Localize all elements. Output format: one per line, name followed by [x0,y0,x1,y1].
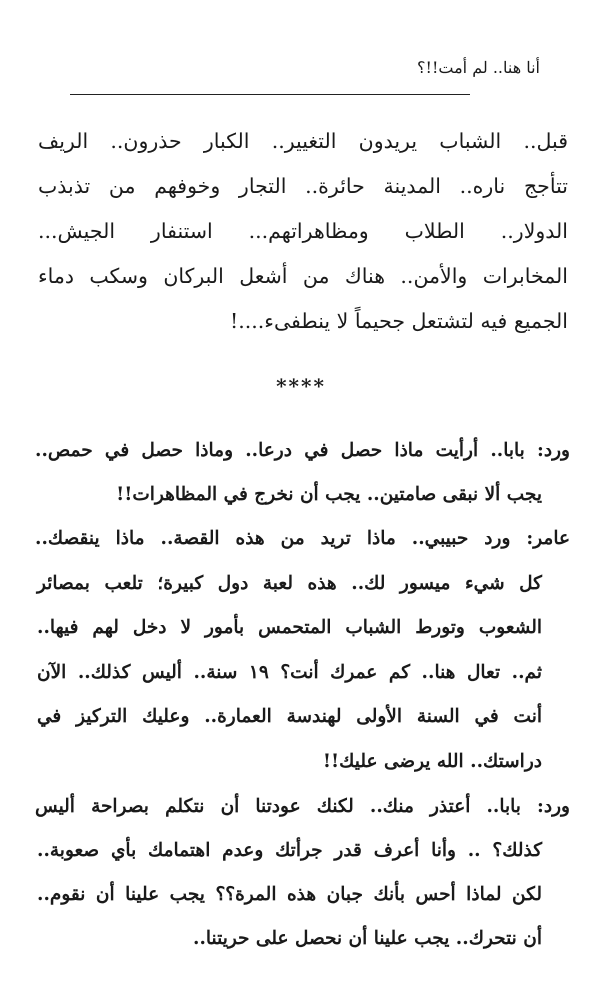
dialogue-line-7: أنت في السنة الأولى لهندسة العمارة.. وعليك التركيز في [37,706,542,727]
narration-line-5: الجميع فيه لتشتعل جحيماً لا ينطفىء....! [230,309,568,333]
dialogue-line-6: ثم.. تعال هنا.. كم عمرك أنت؟ ١٩ سنة.. أليس كذلك.. الآن [37,662,543,683]
dialogue-line-11: لكن لماذا أحس بأنك جبان هذه المرة؟؟ يجب علينا أن نقوم.. [37,884,542,905]
narration-line-3: الدولار.. الطلاب ومظاهراتهم... استنفار الجيش... [38,219,568,243]
dialogue-line-9: ورد: بابا.. أعتذر منك.. لكنك عودتنا أن نتكلم بصراحة أليس [35,796,570,817]
header-rule [70,94,470,95]
dialogue-line-8: دراستك.. الله يرضى عليك!! [322,751,542,772]
dialogue-line-1: ورد: بابا.. أرأيت ماذا حصل في درعا.. وماذا حصل في حمص.. [35,440,570,461]
narration-line-2: تتأجج ناره.. المدينة حائرة.. التجار وخوفهم من تذبذب [38,174,568,198]
narration-line-4: المخابرات والأمن.. هناك من أشعل البركان وسكب دماء [38,264,568,288]
dialogue-line-10: كذلك؟ .. وأنا أعرف قدر جرأتك وعدم اهتمامك بأي صعوبة.. [37,840,542,861]
dialogue-line-2: يجب ألا نبقى صامتين.. يجب أن نخرج في المظاهرات!! [116,484,542,505]
dialogue-line-12: أن نتحرك.. يجب علينا أن نحصل على حريتنا.. [193,928,542,949]
dialogue-line-4: كل شيء ميسور لك.. هذه لعبة دول كبيرة؛ تلعب بمصائر [37,573,542,594]
section-separator: **** [276,374,326,398]
narration-line-1: قبل.. الشباب يريدون التغيير.. الكبار حذرون.. الريف [38,129,568,153]
dialogue-line-3: عامر: ورد حبيبي.. ماذا تريد من هذه القصة.. ماذا ينقصك.. [35,528,570,549]
running-header: أنا هنا.. لم أمت!!؟ [417,58,540,77]
dialogue-line-5: الشعوب وتورط الشباب المتحمس بأمور لا دخل لهم فيها.. [37,617,542,638]
